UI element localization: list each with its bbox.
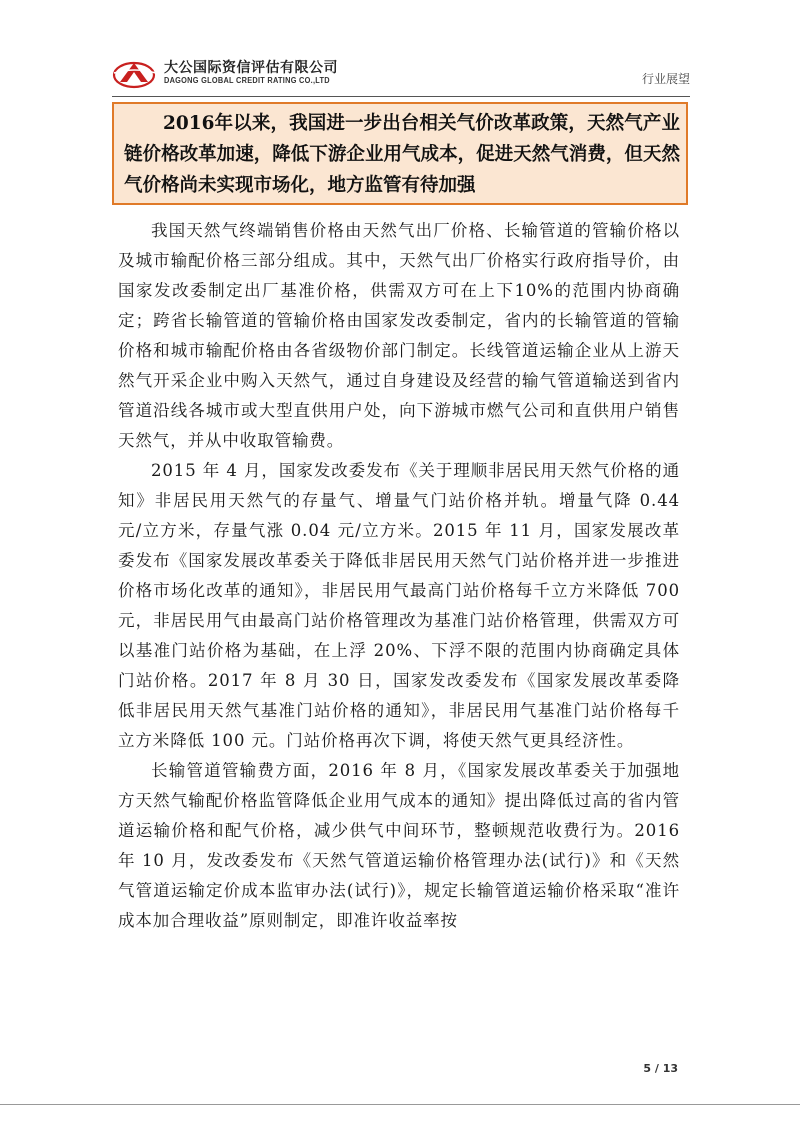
paragraph-pricing-structure: 我国天然气终端销售价格由天然气出厂价格、长输管道的管输价格以及城市输配价格三部分组成。其中，天然气出厂价格实行政府指导价，由国家发改委制定出厂基准价格，供需双方可在上下10%的范围内协商确定；跨省长输管道的管输价格由国家发改委制定，省内的长输管道的管输价格和城市输配价格由各省级物价部门制定。长线管道运输企业从上游天然气开采企业中购入天然气，通过自身建设及经营的输气管道输送到省内管道沿线各城市或大型直供用户处，向下游城市燃气公司和直供用户销售天然气，并从中收取管输费。 [118, 221, 680, 450]
paragraph-gate-price-reform: 2015 年 4 月，国家发改委发布《关于理顺非居民用天然气价格的通知》非居民用天然气的存量气、增量气门站价格并轨。增量气降 0.44 元/立方米，存量气涨 0.04 元/立方米。2015 年 11 月，国家发展改革委发布《国家发展改革委关于降低非居民用天然气门站价格并进一步推进价格市场化改革的通知》，非居民用气最高门站价格每千立方米降低 700 元，非居民用气由最高门站价格管理改为基准门站价格管理，供需双方可以基准门站价格为基础，在上浮 20%、下浮不限的范围内协商确定具体门站价格。2017 年 8 月 30 日，国家发改委发布《国家发展改革委降低非居民用天然气基准门站价格的通知》，非居民用气基准门站价格每千立方米降低 100 元。门站价格再次下调，将使天然气更具经济性。 [118, 461, 680, 750]
key-point-box [112, 102, 688, 205]
section-label: 行业展望 [641, 72, 690, 86]
page-number: 5 / 13 [643, 1062, 678, 1075]
key-point-text: 2016年以来，我国进一步出台相关气价改革政策，天然气产业链价格改革加速，降低下游企业用气成本，促进天然气消费，但天然气价格尚未实现市场化，地方监管有待加强 [124, 113, 680, 196]
paragraph-pipeline-fees: 长输管道管输费方面，2016 年 8 月，《国家发展改革委关于加强地方天然气输配价格监管降低企业用气成本的通知》提出降低过高的省内管道运输价格和配气价格，减少供气中间环节，整顿规范收费行为。2016 年 10 月，发改委发布《天然气管道运输价格管理办法(试行)》和《天然气管道运输定价成本监审办法(试行)》，规定长输管道运输价格采取“准许成本加合理收益”原则制定，即准许收益率按 [118, 761, 680, 930]
dagong-logo-icon [112, 58, 158, 90]
header-divider [112, 96, 690, 97]
body-text [118, 216, 680, 936]
page-header [112, 52, 690, 96]
company-name-cn: 大公国际资信评估有限公司 [164, 60, 338, 76]
company-name-en: DAGONG GLOBAL CREDIT RATING CO.,LTD [164, 76, 330, 85]
footer-divider [0, 1104, 800, 1105]
